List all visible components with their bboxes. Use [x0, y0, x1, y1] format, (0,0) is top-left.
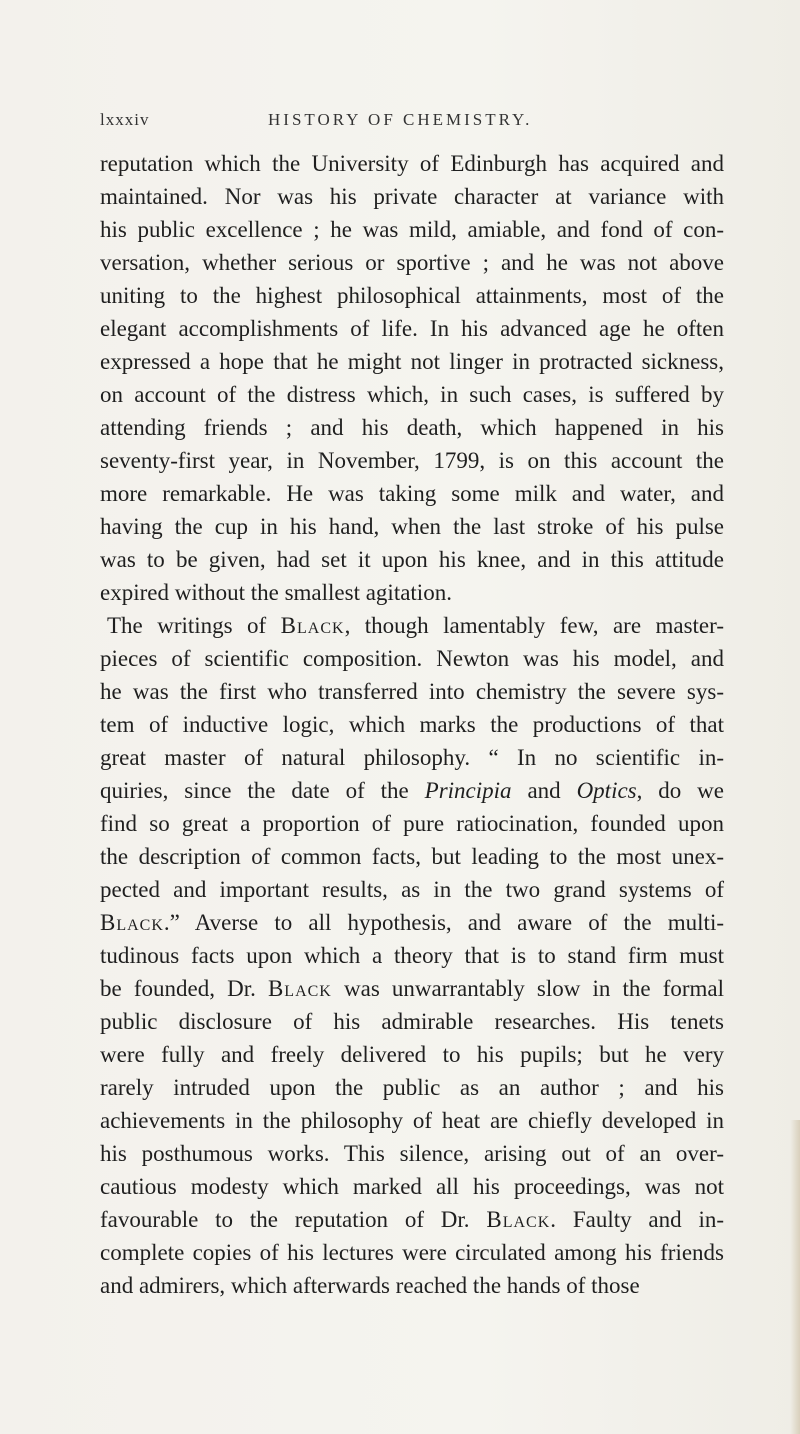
text-line: seventy-first year, in November, 1799, is on this account the — [100, 448, 724, 473]
text-line: having the cup in his hand, when the last stroke of his pulse — [100, 514, 724, 539]
text-line: was to be given, had set it upon his knee, and in this attitude — [100, 547, 724, 572]
text-line: expressed a hope that he might not linger in protracted sickness, — [100, 349, 724, 374]
text-line: find so great a proportion of pure ratiocination, founded upon — [100, 811, 724, 836]
running-title: HISTORY OF CHEMISTRY. — [268, 110, 533, 129]
text-line: more remarkable. He was taking some milk and water, and — [100, 481, 724, 506]
text-line: great master of natural philosophy. “ In no scientific in- — [100, 745, 724, 770]
page-edge-shading — [790, 1120, 800, 1434]
text-line: complete copies of his lectures were circulated among his friends — [100, 1240, 724, 1265]
text-line: he was the first who transferred into chemistry the severe sys- — [100, 679, 724, 704]
text-line: maintained. Nor was his private character at variance with — [100, 184, 724, 209]
page-header — [100, 110, 724, 138]
text-line: were fully and freely delivered to his pupils; but he very — [100, 1042, 724, 1067]
text-line: reputation which the University of Edinburgh has acquired and — [100, 151, 724, 176]
text-line: on account of the distress which, in such cases, is suffered by — [100, 382, 724, 407]
text-line: and admirers, which afterwards reached the hands of those — [100, 1273, 640, 1298]
text-line: quiries, since the date of the Principia and Optics, do we — [100, 778, 724, 803]
text-line: his public excellence ; he was mild, amiable, and fond of con- — [100, 217, 724, 242]
text-line: achievements in the philosophy of heat are chiefly developed in — [100, 1108, 724, 1133]
text-line: uniting to the highest philosophical attainments, most of the — [100, 283, 724, 308]
body-text — [100, 147, 724, 1302]
text-line: his posthumous works. This silence, arising out of an over- — [100, 1141, 724, 1166]
text-line: The writings of Black, though lamentably few, are master- — [107, 613, 724, 638]
text-line: Black.” Averse to all hypothesis, and aware of the multi- — [100, 910, 724, 935]
text-line: expired without the smallest agitation. — [100, 580, 452, 605]
text-line: favourable to the reputation of Dr. Black. Faulty and in- — [100, 1207, 724, 1232]
text-line: the description of common facts, but leading to the most unex- — [100, 844, 724, 869]
text-line: pieces of scientific composition. Newton was his model, and — [100, 646, 724, 671]
text-line: public disclosure of his admirable researches. His tenets — [100, 1009, 724, 1034]
text-line: pected and important results, as in the two grand systems of — [100, 877, 724, 902]
text-line: tem of inductive logic, which marks the productions of that — [100, 712, 724, 737]
text-line: rarely intruded upon the public as an author ; and his — [100, 1075, 724, 1100]
text-line: cautious modesty which marked all his proceedings, was not — [100, 1174, 724, 1199]
text-line: versation, whether serious or sportive ; and he was not above — [100, 250, 724, 275]
page-number: lxxxiv — [100, 110, 150, 129]
text-line: be founded, Dr. Black was unwarrantably slow in the formal — [100, 976, 724, 1001]
text-line: elegant accomplishments of life. In his advanced age he often — [100, 316, 724, 341]
text-line: attending friends ; and his death, which happened in his — [100, 415, 724, 440]
text-line: tudinous facts upon which a theory that is to stand firm must — [100, 943, 724, 968]
